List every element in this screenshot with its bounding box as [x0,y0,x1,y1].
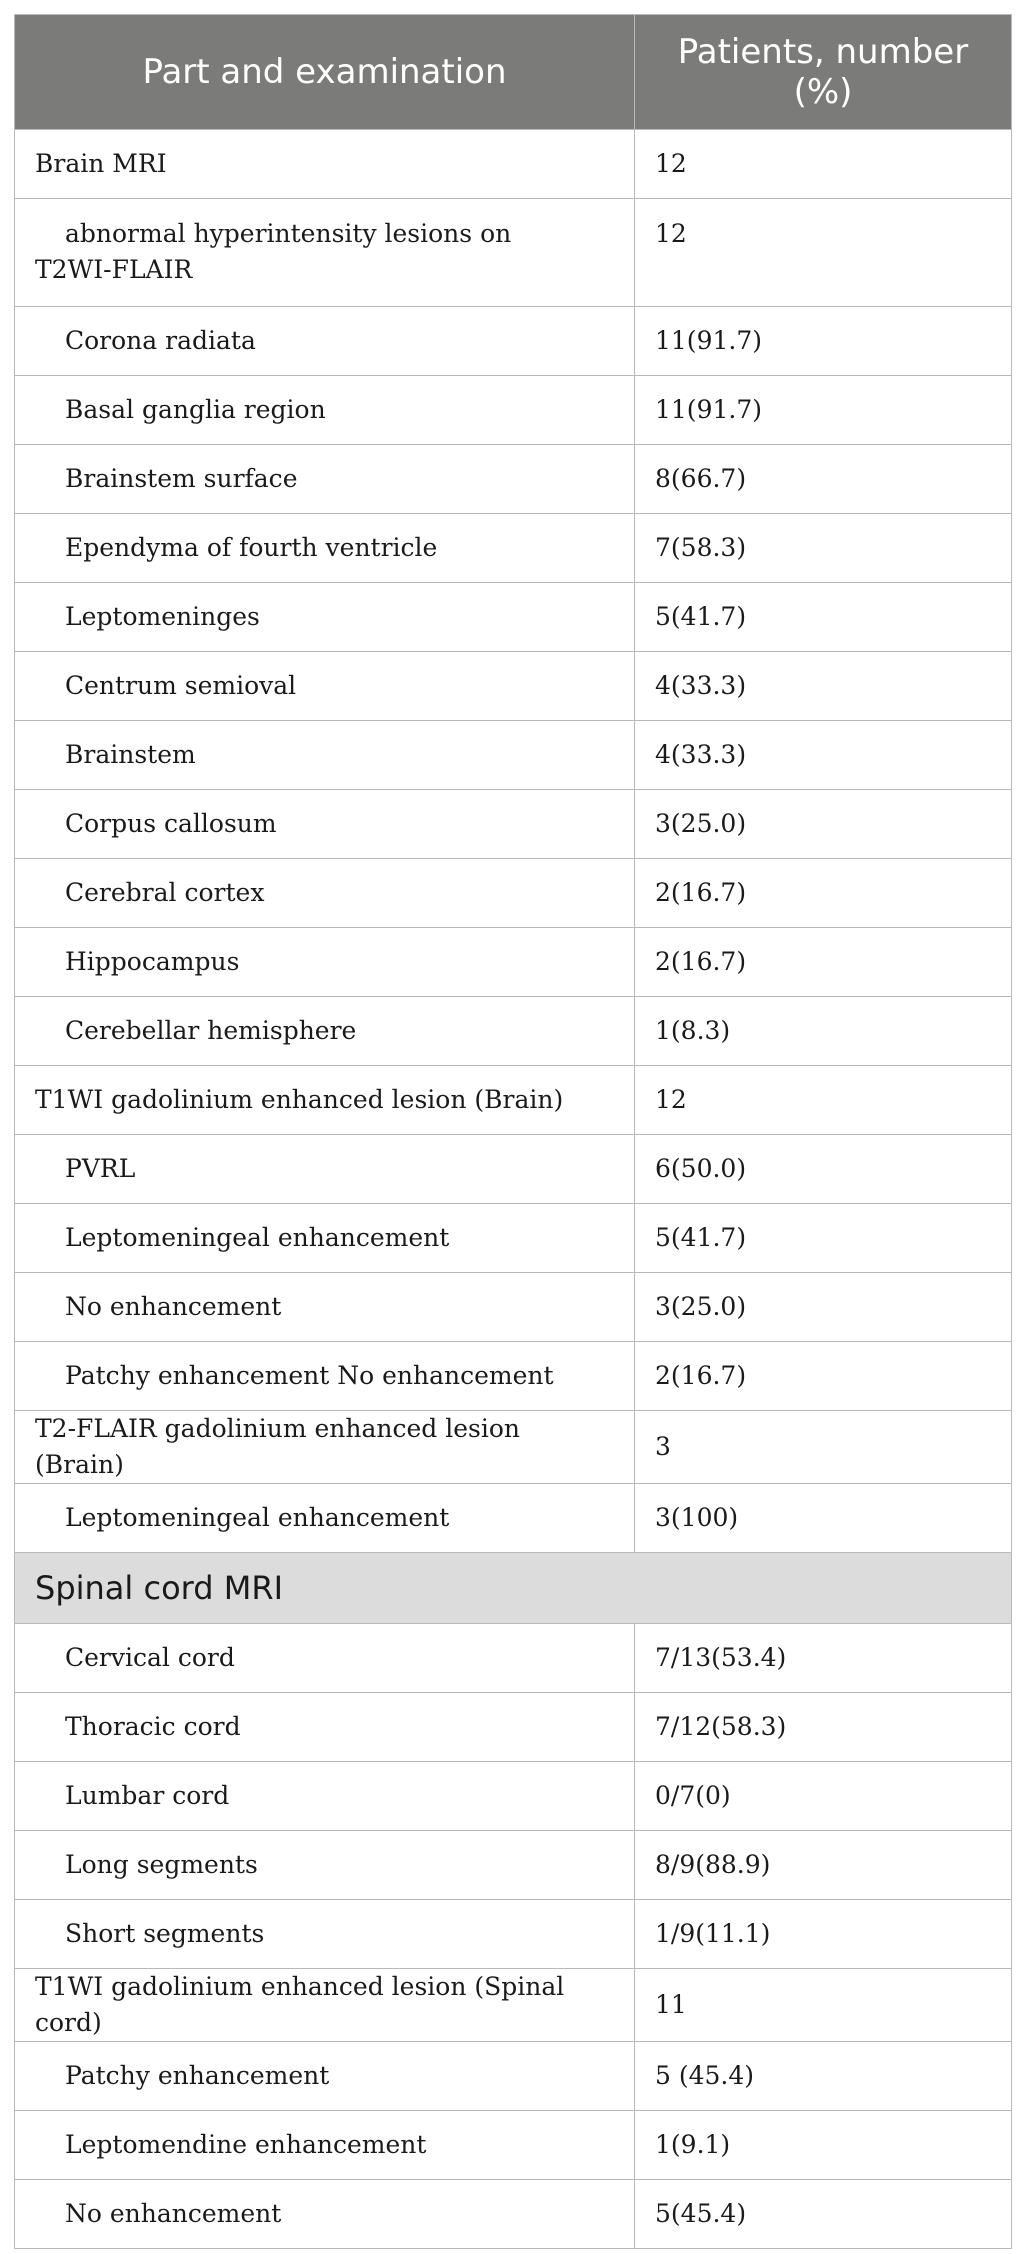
table-row [15,1342,1012,1411]
table-row [15,859,1012,928]
table-row [15,1831,1012,1900]
section-row [15,1553,1012,1624]
row-label: abnormal hyperintensity lesions on T2WI-FLAIR [15,199,635,307]
row-label: No enhancement [15,1273,635,1342]
row-label: No enhancement [15,2180,635,2249]
table-header-row [15,15,1012,130]
row-value: 7/12(58.3) [635,1693,1012,1762]
row-value: 2(16.7) [635,859,1012,928]
row-value: 0/7(0) [635,1762,1012,1831]
table-row [15,721,1012,790]
row-label: Thoracic cord [15,1693,635,1762]
row-value: 1(9.1) [635,2111,1012,2180]
row-value: 5(41.7) [635,583,1012,652]
table-row [15,997,1012,1066]
table-row [15,652,1012,721]
table-row [15,1969,1012,2042]
table-row [15,130,1012,199]
table-row [15,1411,1012,1484]
table-row [15,1624,1012,1693]
table-row [15,1066,1012,1135]
table-row [15,199,1012,307]
row-label: T1WI gadolinium enhanced lesion (Spinal cord) [15,1969,635,2042]
row-value: 7/13(53.4) [635,1624,1012,1693]
row-label: Hippocampus [15,928,635,997]
row-value: 4(33.3) [635,652,1012,721]
row-label: Corpus callosum [15,790,635,859]
row-value: 11 [635,1969,1012,2042]
row-label: Brainstem [15,721,635,790]
table-row [15,790,1012,859]
row-value: 3 [635,1411,1012,1484]
header-part-and-examination: Part and examination [15,15,635,130]
row-value: 2(16.7) [635,1342,1012,1411]
row-label: Basal ganglia region [15,376,635,445]
row-label: Leptomendine enhancement [15,2111,635,2180]
row-label: Leptomeninges [15,583,635,652]
row-label: Leptomeningeal enhancement [15,1484,635,1553]
table-row [15,1762,1012,1831]
row-label: Long segments [15,1831,635,1900]
table-row [15,1135,1012,1204]
row-label: Leptomeningeal enhancement [15,1204,635,1273]
row-label: Centrum semioval [15,652,635,721]
table-row [15,1273,1012,1342]
row-label: Ependyma of fourth ventricle [15,514,635,583]
row-value: 6(50.0) [635,1135,1012,1204]
row-value: 11(91.7) [635,376,1012,445]
row-value: 2(16.7) [635,928,1012,997]
row-value: 5 (45.4) [635,2042,1012,2111]
table-row [15,1693,1012,1762]
row-value: 8(66.7) [635,445,1012,514]
table-row [15,2111,1012,2180]
row-value: 3(100) [635,1484,1012,1553]
row-label: Brain MRI [15,130,635,199]
row-label: PVRL [15,1135,635,1204]
row-label: Lumbar cord [15,1762,635,1831]
table-container [14,14,1011,2249]
row-label: Short segments [15,1900,635,1969]
row-label: Patchy enhancement [15,2042,635,2111]
row-value: 1/9(11.1) [635,1900,1012,1969]
row-value: 12 [635,130,1012,199]
table-row [15,1484,1012,1553]
table-row [15,1900,1012,1969]
row-value: 8/9(88.9) [635,1831,1012,1900]
table-row [15,1204,1012,1273]
row-label: T2-FLAIR gadolinium enhanced lesion (Brain) [15,1411,635,1484]
row-value: 5(41.7) [635,1204,1012,1273]
row-value: 7(58.3) [635,514,1012,583]
row-label: T1WI gadolinium enhanced lesion (Brain) [15,1066,635,1135]
row-value: 12 [635,199,1012,307]
row-value: 3(25.0) [635,1273,1012,1342]
row-label: Cervical cord [15,1624,635,1693]
row-value: 11(91.7) [635,307,1012,376]
header-patients-number: Patients, number (%) [635,15,1012,130]
row-label: Corona radiata [15,307,635,376]
row-value: 3(25.0) [635,790,1012,859]
row-label: Cerebellar hemisphere [15,997,635,1066]
row-label: Patchy enhancement No enhancement [15,1342,635,1411]
row-value: 5(45.4) [635,2180,1012,2249]
row-label: Brainstem surface [15,445,635,514]
table-row [15,307,1012,376]
section-label: Spinal cord MRI [15,1553,1012,1624]
table-row [15,445,1012,514]
table-row [15,928,1012,997]
row-label: Cerebral cortex [15,859,635,928]
row-value: 12 [635,1066,1012,1135]
table-row [15,583,1012,652]
mri-findings-table [14,14,1012,2249]
table-row [15,2042,1012,2111]
table-row [15,376,1012,445]
row-value: 1(8.3) [635,997,1012,1066]
table-row [15,514,1012,583]
table-body [15,130,1012,2249]
row-value: 4(33.3) [635,721,1012,790]
table-row [15,2180,1012,2249]
